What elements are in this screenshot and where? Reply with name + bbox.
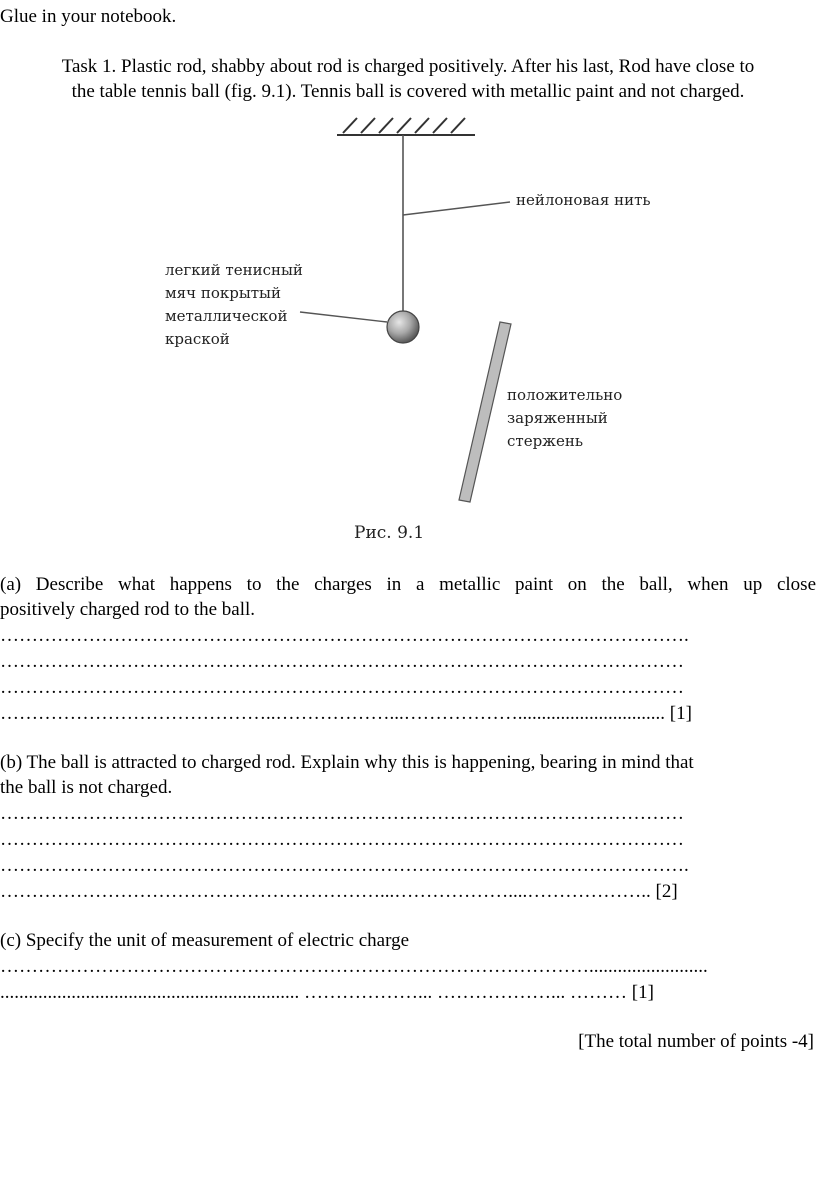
ceiling-support xyxy=(337,118,475,135)
ball-label xyxy=(165,261,308,348)
total-points: [The total number of points -4] xyxy=(578,1031,814,1052)
rod-label xyxy=(507,386,627,450)
figure-caption: Рис. 9.1 xyxy=(354,523,425,543)
answer-line-c-2[interactable]: ............................................................... ………………... ………………... ……… [1] xyxy=(0,982,654,1003)
answer-line-a-3[interactable]: ……………………………………………………………………………………………… xyxy=(0,677,684,698)
figure-9-1 xyxy=(0,108,816,548)
rod-label-line: заряженный xyxy=(507,409,608,427)
answer-line-c-1[interactable]: …………………………………………………………………………………......................... xyxy=(0,956,708,977)
question-c-line-1: (c) Specify the unit of measurement of electric charge xyxy=(0,930,410,951)
answer-line-a-2[interactable]: ……………………………………………………………………………………………… xyxy=(0,651,684,672)
task-line-1: Task 1. Plastic rod, shabby about rod is charged positively. After his last, Rod have close to xyxy=(61,56,755,77)
answer-line-a-4[interactable]: ……………………………………..………………...………………............................... [1] xyxy=(0,703,692,724)
question-b-line-1: (b) The ball is attracted to charged rod. Explain why this is happening, bearing in mind that xyxy=(0,752,694,773)
ball-label-line: легкий тенисный xyxy=(165,261,303,279)
rod-label-line: стержень xyxy=(507,432,584,450)
ball-label-line: мяч покрытый xyxy=(165,284,281,302)
thread-label-pointer xyxy=(403,202,510,215)
answer-line-b-4[interactable]: ……………………………………………………...………………....……………….. [2] xyxy=(0,881,678,902)
tennis-ball xyxy=(387,311,419,343)
ball-label-pointer xyxy=(300,312,387,322)
question-a-line-1: (a) Describe what happens to the charges in a metallic paint on the ball, when up close xyxy=(0,574,816,595)
answer-line-b-1[interactable]: ……………………………………………………………………………………………… xyxy=(0,803,684,824)
ball-label-line: краской xyxy=(165,330,230,348)
ball-label-line: металлической xyxy=(165,307,288,325)
answer-line-b-3[interactable]: ………………………………………………………………………………………………. xyxy=(0,855,689,876)
task-line-2: the table tennis ball (fig. 9.1). Tennis ball is covered with metallic paint and not charged. xyxy=(71,81,745,102)
rod-label-line: положительно xyxy=(507,386,623,404)
thread-label: нейлоновая нить xyxy=(516,191,651,209)
instruction-text: Glue in your notebook. xyxy=(0,6,177,27)
charged-rod xyxy=(459,322,511,502)
question-b-line-2: the ball is not charged. xyxy=(0,777,173,798)
answer-line-b-2[interactable]: ……………………………………………………………………………………………… xyxy=(0,829,684,850)
question-a-line-2: positively charged rod to the ball. xyxy=(0,599,256,620)
answer-line-a-1[interactable]: ………………………………………………………………………………………………. xyxy=(0,625,689,646)
